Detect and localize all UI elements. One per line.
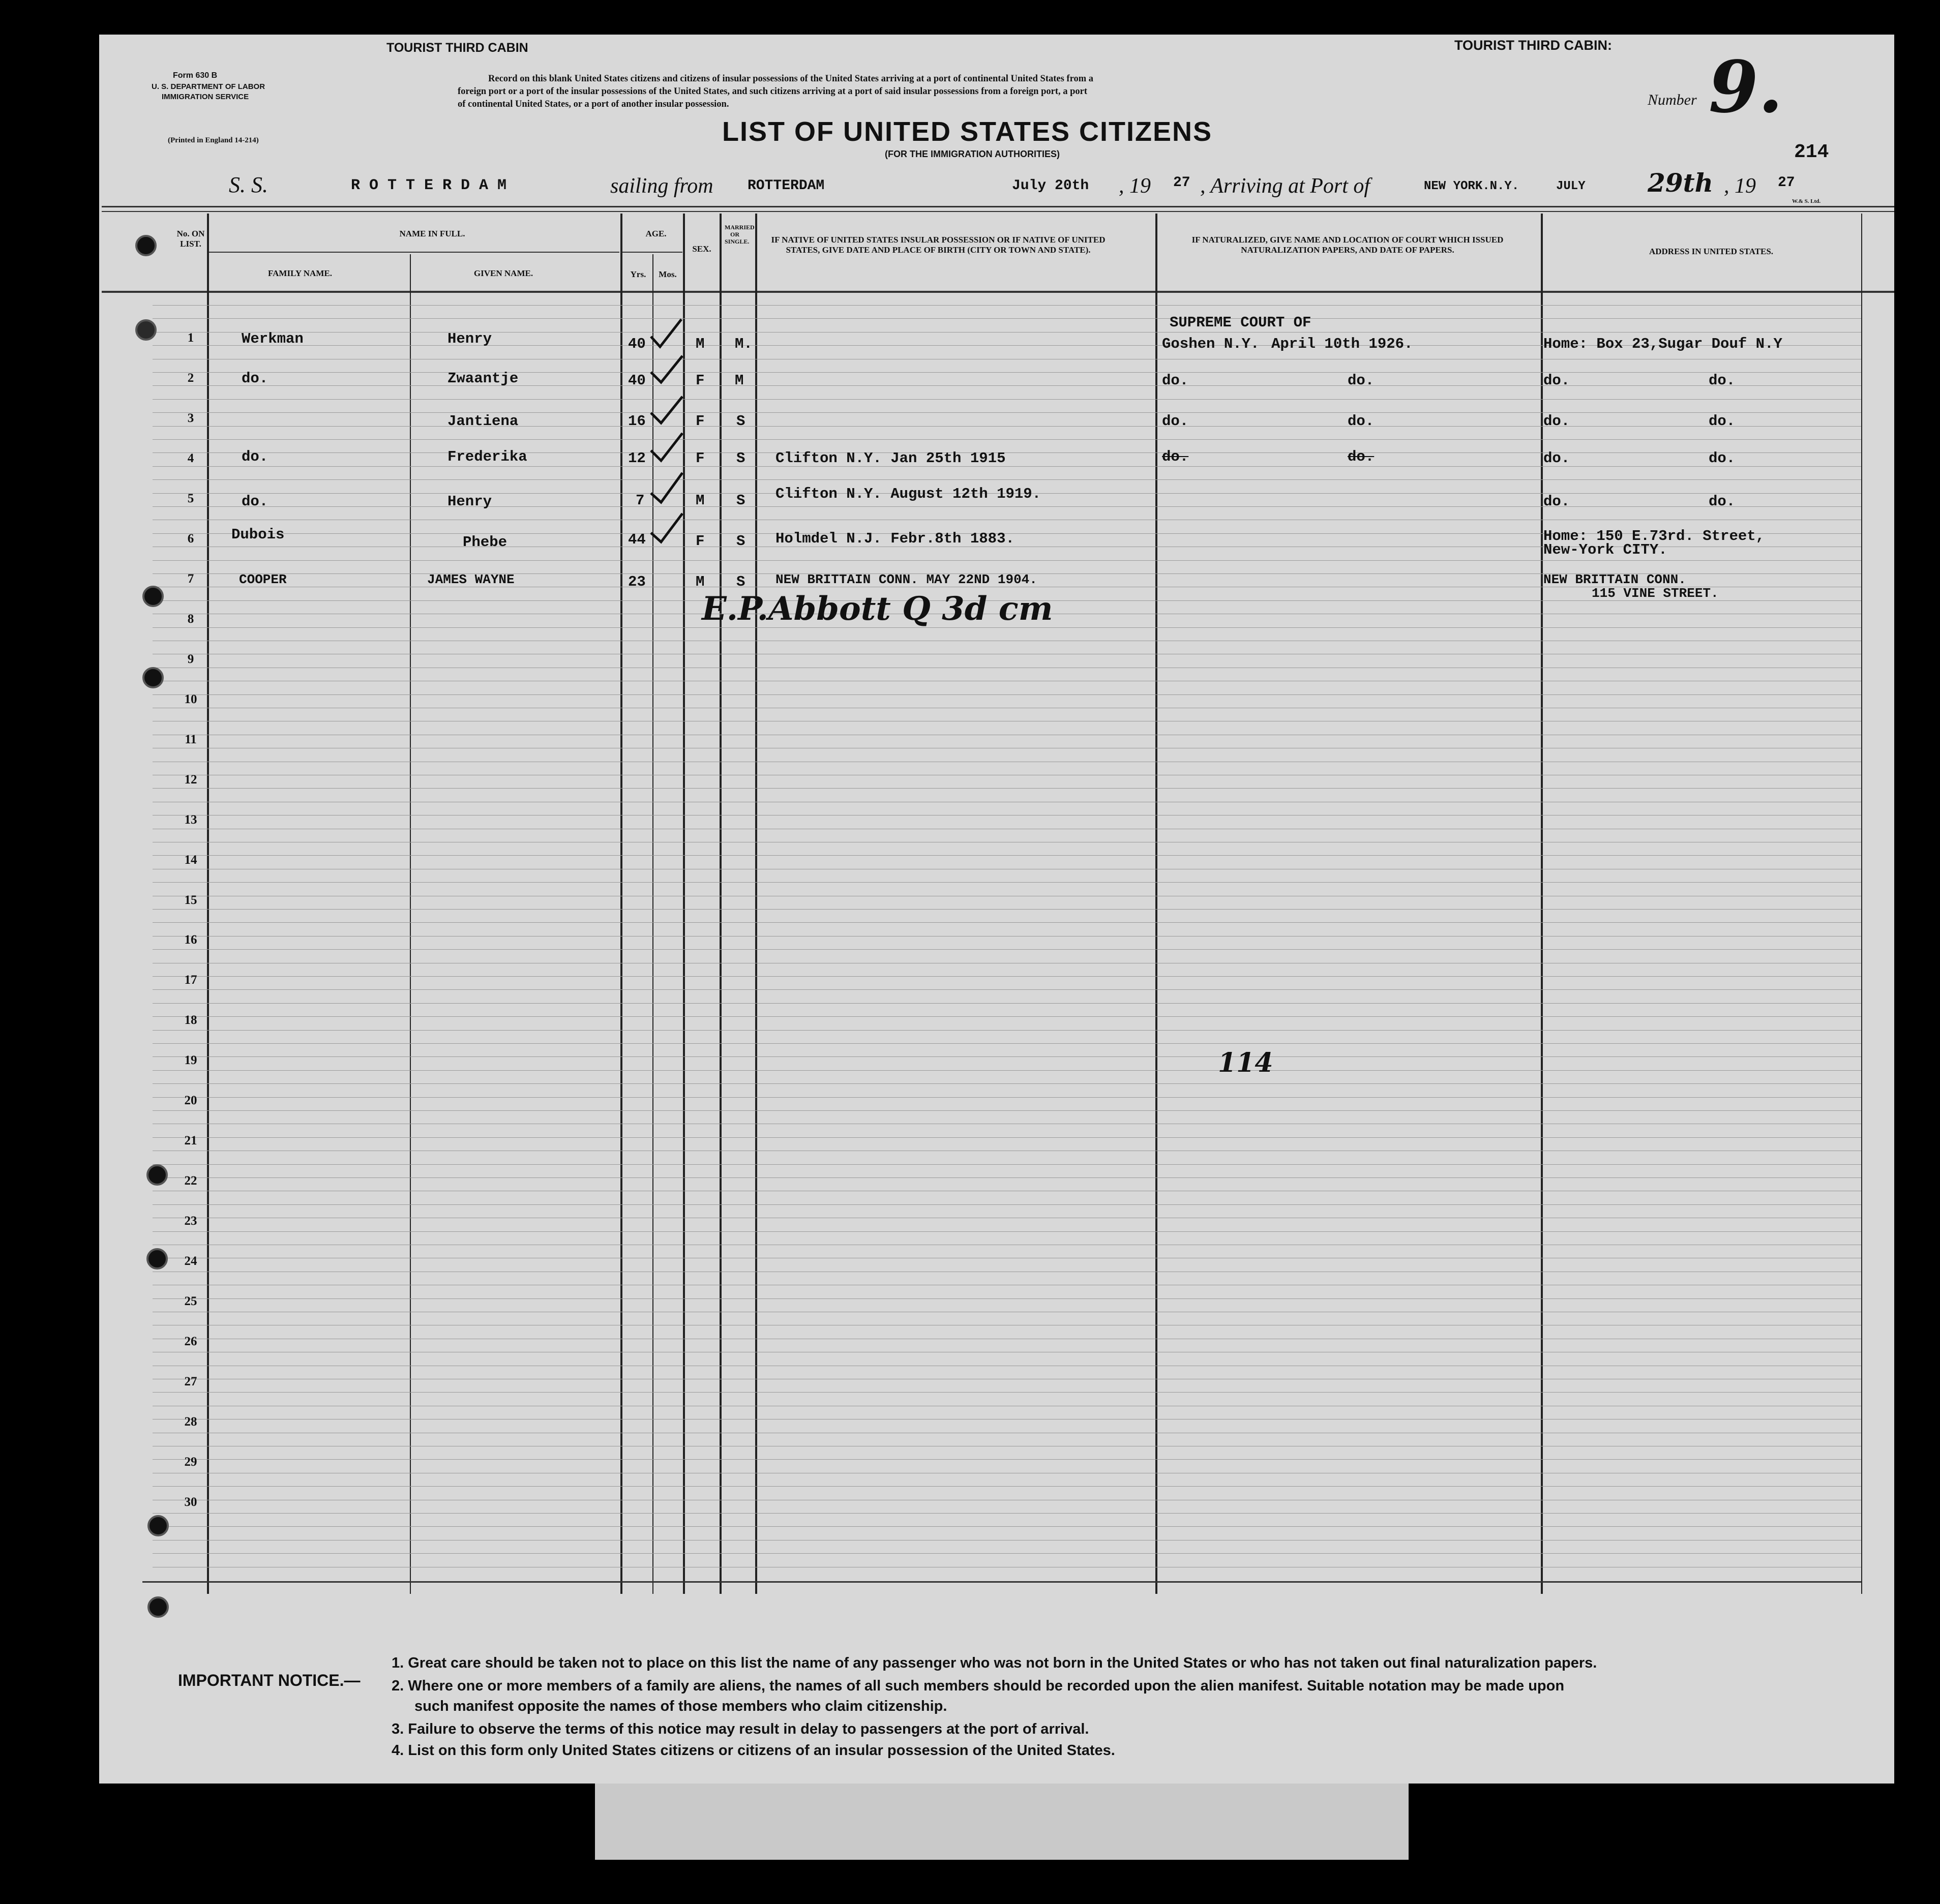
vline-name: [620, 214, 622, 1594]
header-rule-top-2: [102, 211, 1894, 212]
ruled-line: [153, 1177, 1861, 1178]
ruled-line: [153, 1056, 1861, 1057]
punch-hole: [147, 1515, 169, 1536]
p7-age: 23: [628, 573, 646, 590]
p7-sex: M: [696, 573, 705, 590]
punch-hole: [142, 586, 164, 607]
p3-sex: F: [696, 413, 705, 430]
row-number: 3: [187, 411, 194, 425]
p3-address-ditto: do.: [1709, 413, 1736, 430]
row-number: 9: [187, 652, 194, 666]
p7-family: COOPER: [239, 572, 287, 587]
ruled-line: [153, 305, 1861, 306]
ruled-line: [153, 1003, 1861, 1004]
notice-item-2: 2. Where one or more members of a family are aliens, the names of all such members should be recorded upon the alien manifest. Suitable notation may be made upon: [392, 1678, 1565, 1694]
notice-item-2b: such manifest opposite the names of those members who claim citizenship.: [414, 1698, 947, 1714]
ruled-line: [153, 855, 1861, 856]
p5-sex: M: [696, 492, 705, 509]
p4-marital: S: [736, 450, 745, 467]
col-family-name: FAMILY NAME.: [268, 268, 332, 278]
ruled-line: [153, 1097, 1861, 1098]
punch-hole: [135, 235, 157, 256]
notice-item-3: 3. Failure to observe the terms of this notice may result in delay to passengers at the port of arrival.: [392, 1721, 1089, 1737]
row-number: 26: [184, 1335, 197, 1349]
p3-address: do.: [1543, 413, 1570, 430]
row-number: 20: [184, 1094, 197, 1108]
p5-address-ditto: do.: [1709, 493, 1736, 510]
p2-family: do.: [242, 370, 268, 387]
p4-court-date: do.: [1348, 448, 1375, 465]
handwritten-114: 114: [1218, 1047, 1273, 1078]
row-number: 14: [184, 853, 197, 867]
p1-sex: M: [696, 336, 705, 352]
arriving-label: , Arriving at Port of: [1200, 174, 1370, 198]
p7-given: JAMES WAYNE: [427, 572, 515, 587]
p6-age: 44: [628, 531, 646, 548]
p6-address-2: New-York CITY.: [1543, 541, 1667, 558]
arrival-year-prefix: , 19: [1724, 174, 1756, 198]
row-number: 23: [184, 1214, 197, 1228]
handwritten-annotation: E.P.Abbott Q 3d cm: [702, 590, 1053, 628]
p4-address: do.: [1543, 450, 1570, 467]
ruled-line: [153, 1486, 1861, 1487]
header-rule-top: [102, 206, 1894, 207]
ruled-line: [153, 318, 1861, 319]
header-rule-bottom: [102, 291, 1894, 293]
p5-given: Henry: [447, 493, 492, 510]
row-number: 21: [184, 1134, 197, 1148]
arrival-day: 29th: [1648, 168, 1714, 198]
form-number: Form 630 B: [173, 71, 218, 80]
p1-given: Henry: [447, 330, 492, 347]
row-number: 24: [184, 1254, 197, 1268]
notice-heading: IMPORTANT NOTICE.—: [178, 1671, 361, 1689]
row-number: 19: [184, 1053, 197, 1068]
vline-naturalized: [1541, 214, 1543, 1594]
ruled-line: [153, 426, 1861, 427]
p1-court-date: April 10th 1926.: [1271, 336, 1413, 352]
row-number: 2: [187, 371, 194, 385]
row-number: 29: [184, 1455, 197, 1469]
ruled-line: [153, 1030, 1861, 1031]
punch-hole: [142, 667, 164, 688]
col-naturalized: IF NATURALIZED, GIVE NAME AND LOCATION OF COURT WHICH ISSUED NATURALIZATION PAPERS, AND DATE OF PAPERS.: [1191, 235, 1504, 255]
ruled-line: [153, 949, 1861, 950]
ruled-line: [153, 560, 1861, 561]
row-number: 4: [187, 451, 194, 465]
p6-marital: S: [736, 533, 745, 550]
top-left-label: TOURIST THIRD CABIN: [386, 41, 528, 55]
check-icon: [651, 397, 682, 423]
col-no-on-list: No. ON LIST.: [176, 229, 205, 249]
ruled-line: [153, 1231, 1861, 1232]
p2-court-date: do.: [1348, 372, 1375, 389]
ruled-line: [153, 399, 1861, 400]
col-name-in-full: NAME IN FULL.: [399, 229, 465, 238]
page-subtitle: (FOR THE IMMIGRATION AUTHORITIES): [885, 149, 1060, 159]
row-number: 22: [184, 1174, 197, 1188]
p4-court: do.: [1162, 448, 1189, 465]
p2-sex: F: [696, 372, 705, 389]
row-number: 30: [184, 1495, 197, 1509]
ruled-line: [153, 989, 1861, 990]
row-number: 8: [187, 612, 194, 626]
ss-label: S. S.: [229, 172, 268, 197]
check-icon: [651, 433, 682, 461]
check-icon: [651, 319, 681, 347]
ruled-line: [153, 909, 1861, 910]
ruled-line: [153, 1204, 1861, 1205]
age-subrule: [621, 252, 682, 253]
p7-address: NEW BRITTAIN CONN.: [1543, 572, 1686, 587]
ruled-line: [153, 1043, 1861, 1044]
vline-family: [410, 254, 411, 1594]
p7-marital: S: [736, 573, 745, 590]
year-prefix: , 19: [1119, 174, 1151, 198]
paper-tab: [595, 1784, 1409, 1860]
p7-birth: NEW BRITTAIN CONN. MAY 22ND 1904.: [775, 572, 1037, 587]
instructions-line-2: foreign port or a port of the insular possessions of the United States, and such citizens arriving at a port of said insular possessions from a foreign port, a port: [458, 86, 1088, 97]
p1-marital: M.: [735, 336, 753, 352]
check-icon: [651, 513, 682, 542]
row-number: 16: [184, 933, 197, 947]
p1-court: Goshen N.Y.: [1162, 336, 1260, 352]
p1-court-line1: SUPREME COURT OF: [1170, 314, 1311, 331]
p2-marital: M: [735, 372, 744, 389]
ruled-line: [153, 466, 1861, 467]
row-number: 28: [184, 1415, 197, 1429]
ruled-line: [153, 385, 1861, 386]
ruled-line: [153, 694, 1861, 695]
p5-marital: S: [736, 492, 745, 509]
row-number: 10: [184, 692, 197, 706]
ruled-line: [153, 1164, 1861, 1165]
ruled-line: [153, 372, 1861, 373]
ruled-line: [153, 439, 1861, 440]
p5-age: 7: [636, 492, 645, 509]
page-title: LIST OF UNITED STATES CITIZENS: [722, 116, 1212, 147]
vline-native: [1155, 214, 1157, 1594]
col-married-single: MARRIED OR SINGLE.: [725, 224, 755, 245]
instructions-line-3: of continental United States, or a port of another insular possession.: [458, 99, 729, 109]
punch-hole: [146, 1248, 168, 1270]
row-number: 6: [187, 531, 194, 546]
vline-marital: [755, 214, 757, 1594]
p3-marital: S: [736, 413, 745, 430]
printer-mark: W.& S. Ltd.: [1792, 198, 1821, 204]
p4-given: Frederika: [447, 448, 527, 465]
row-number: 17: [184, 973, 197, 987]
top-right-label: TOURIST THIRD CABIN:: [1454, 38, 1612, 53]
col-yrs: Yrs.: [630, 269, 646, 279]
row-number: 5: [187, 491, 194, 505]
col-address: ADDRESS IN UNITED STATES.: [1649, 247, 1774, 256]
row-number: 7: [187, 571, 194, 586]
p3-age: 16: [628, 413, 646, 430]
p5-address: do.: [1543, 493, 1570, 510]
name-subrule: [208, 252, 619, 253]
department: U. S. DEPARTMENT OF LABOR: [152, 82, 265, 91]
service: IMMIGRATION SERVICE: [162, 93, 249, 101]
ruled-line: [153, 452, 1861, 453]
ruled-line: [153, 1298, 1861, 1299]
checkmarks: [646, 305, 717, 575]
p2-court: do.: [1162, 372, 1189, 389]
p2-address: do.: [1543, 372, 1570, 389]
ruled-line: [153, 506, 1861, 507]
punch-hole: [135, 319, 157, 341]
arrival-month: JULY: [1556, 179, 1586, 193]
p4-birth: Clifton N.Y. Jan 25th 1915: [775, 450, 1006, 467]
p4-age: 12: [628, 450, 646, 467]
ruled-line: [153, 479, 1861, 480]
p4-address-ditto: do.: [1709, 450, 1736, 467]
check-icon: [651, 356, 682, 382]
vline-right: [1861, 214, 1862, 1594]
col-age: AGE.: [645, 229, 667, 238]
ship-name: R O T T E R D A M: [351, 177, 507, 194]
p2-age: 40: [628, 372, 646, 389]
sailing-from: ROTTERDAM: [748, 178, 825, 194]
vline-sex: [720, 214, 722, 1594]
ruled-line: [153, 1070, 1861, 1071]
punch-hole: [147, 1596, 169, 1618]
row-number: 12: [184, 772, 197, 787]
p5-birth: Clifton N.Y. August 12th 1919.: [775, 486, 1041, 502]
p6-sex: F: [696, 533, 705, 550]
col-native: IF NATIVE OF UNITED STATES INSULAR POSSESSION OR IF NATIVE OF UNITED STATES, GIVE DATE AND PLACE OF BIRTH (CITY OR TOWN AND STATE).: [771, 235, 1106, 255]
col-given-name: GIVEN NAME.: [473, 268, 533, 278]
ruled-line: [153, 788, 1861, 789]
p2-address-ditto: do.: [1709, 372, 1736, 389]
p1-age: 40: [628, 336, 646, 352]
p1-family: Werkman: [242, 330, 304, 347]
ruled-line: [153, 976, 1861, 977]
row-number: 18: [184, 1013, 197, 1027]
arrival-port: NEW YORK.N.Y.: [1424, 179, 1519, 193]
departure-year: 27: [1173, 175, 1190, 191]
ruled-line: [153, 1110, 1861, 1111]
departure-date: July 20th: [1012, 178, 1089, 194]
instructions-line-1: Record on this blank United States citizens and citizens of insular possessions of the United States arriving at a port of continental United States from a: [488, 74, 1094, 84]
col-sex: SEX.: [692, 244, 711, 254]
row-number: 1: [187, 331, 194, 345]
table-bottom-rule: [142, 1581, 1861, 1583]
printed-in: (Printed in England 14-214): [168, 136, 259, 144]
p3-court-date: do.: [1348, 413, 1375, 430]
ruled-line: [153, 1137, 1861, 1138]
p4-family: do.: [242, 448, 268, 465]
ruled-line: [153, 1392, 1861, 1393]
notice-item-1: 1. Great care should be taken not to place on this list the name of any passenger who was not born in the United States or who has not taken out final naturalization papers.: [392, 1655, 1597, 1671]
row-number: 25: [184, 1294, 197, 1309]
p3-court: do.: [1162, 413, 1189, 430]
p6-birth: Holmdel N.J. Febr.8th 1883.: [775, 530, 1014, 547]
p5-family: do.: [242, 493, 268, 510]
arrival-year: 27: [1778, 175, 1795, 191]
p6-given: Phebe: [463, 534, 508, 551]
number-label: Number: [1648, 92, 1697, 108]
ruled-line: [153, 1459, 1861, 1460]
p6-family: Dubois: [231, 526, 285, 543]
p6-address: Home: 150 E.73rd. Street,: [1543, 528, 1765, 545]
ruled-line: [153, 1083, 1861, 1084]
p4-sex: F: [696, 450, 705, 467]
page-number: 214: [1794, 141, 1829, 163]
p3-given: Jantiena: [447, 413, 519, 430]
notice-item-4: 4. List on this form only United States citizens or citizens of an insular possession of the United States.: [392, 1742, 1115, 1759]
ruled-line: [153, 412, 1861, 413]
ruled-line: [153, 1553, 1861, 1554]
ruled-line: [153, 1016, 1861, 1017]
row-number: 27: [184, 1375, 197, 1389]
ruled-line: [153, 332, 1861, 333]
ruled-line: [153, 1526, 1861, 1527]
sailing-from-label: sailing from: [610, 174, 713, 198]
col-mos: Mos.: [659, 269, 677, 279]
row-number: 13: [184, 812, 197, 827]
row-number: 15: [184, 893, 197, 907]
p2-given: Zwaantje: [447, 370, 519, 387]
ruled-line: [153, 1513, 1861, 1514]
punch-hole: [146, 1164, 168, 1186]
ruled-line: [153, 922, 1861, 923]
p1-address: Home: Box 23,Sugar Douf N.Y: [1543, 336, 1782, 352]
ruled-line: [153, 882, 1861, 883]
row-number: 11: [185, 732, 197, 746]
p7-address-2: 115 VINE STREET.: [1592, 586, 1719, 601]
number-value: 9.: [1709, 46, 1783, 129]
check-icon: [651, 473, 682, 502]
